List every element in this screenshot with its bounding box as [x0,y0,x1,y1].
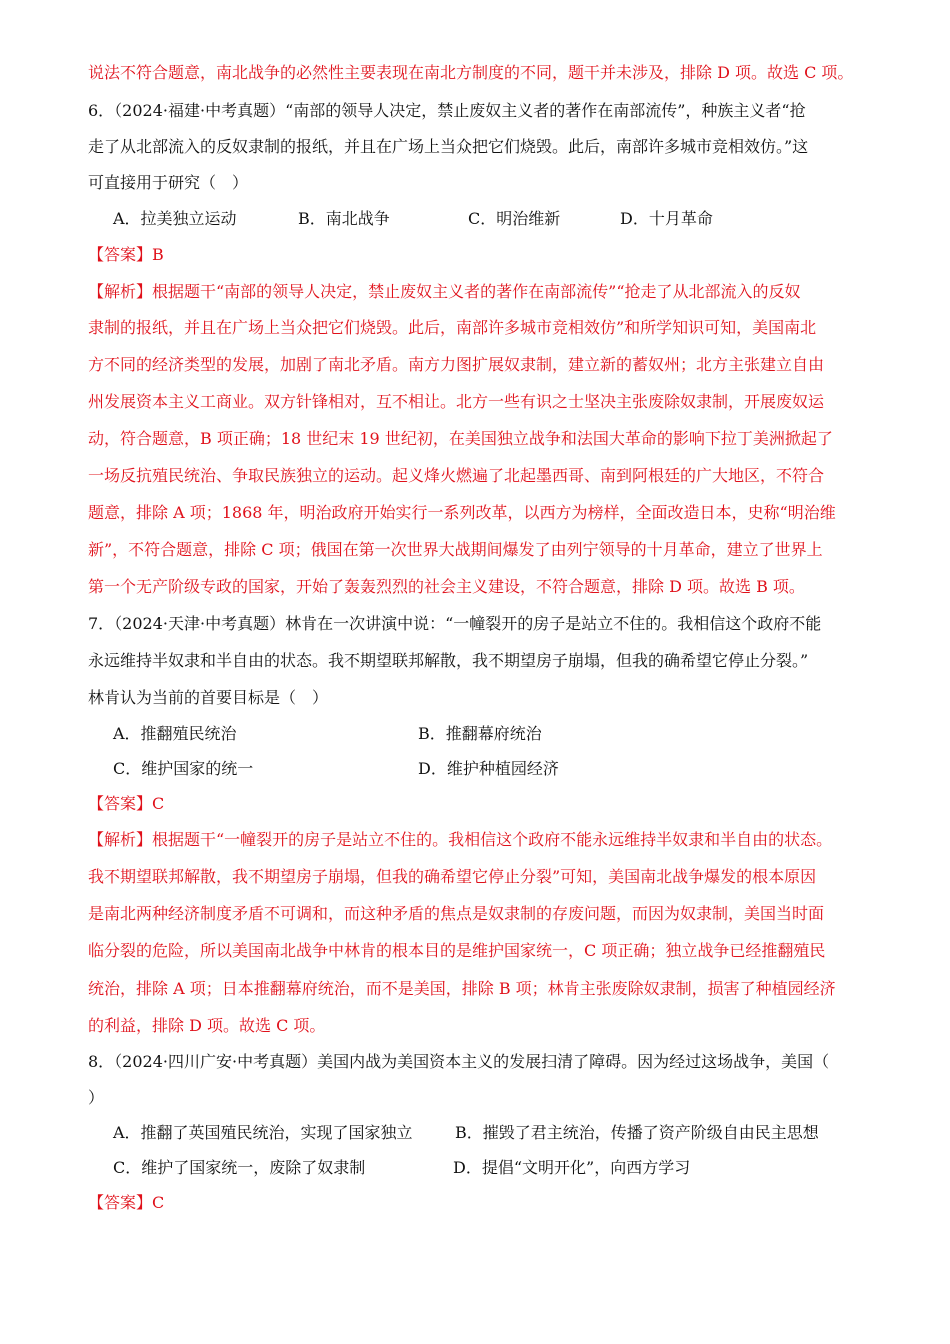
q8-option-c: C．维护了国家统一，废除了奴隶制 [113,1158,366,1177]
q7-analysis-line-5: 统治，排除 A 项；日本推翻幕府统治，而不是美国，排除 B 项；林肯主张废除奴隶制，损害了种植园经济 [88,979,836,998]
q7-analysis-line-1: 【解析】根据题干“一幢裂开的房子是站立不住的。我相信这个政府不能永远维持半奴隶和半自由的状态。 [88,830,833,849]
q7-analysis-line-4: 临分裂的危险，所以美国南北战争中林肯的根本目的是维护国家统一，C 项正确；独立战争已经推翻殖民 [88,941,826,960]
q7-analysis-line-3: 是南北两种经济制度矛盾不可调和，而这种矛盾的焦点是奴隶制的存废问题，而因为奴隶制，美国当时面 [88,904,825,923]
q7-analysis-line-2: 我不期望联邦解散，我不期望房子崩塌，但我的确希望它停止分裂”可知，美国南北战争爆发的根本原因 [88,867,817,886]
q7-stem-line-1: 7．（2024·天津·中考真题）林肯在一次讲演中说：“一幢裂开的房子是站立不住的。我相信这个政府不能 [88,614,822,633]
q6-option-b: B．南北战争 [298,209,390,228]
q7-option-a: A．推翻殖民统治 [113,724,237,743]
q8-answer: 【答案】C [88,1193,165,1212]
q7-stem-line-2: 永远维持半奴隶和半自由的状态。我不期望联邦解散，我不期望房子崩塌，但我的确希望它停止分裂。” [88,651,809,670]
q6-analysis-line-8: 新”，不符合题意，排除 C 项；俄国在第一次世界大战期间爆发了由列宁领导的十月革命，建立了世界上 [88,540,823,559]
q7-option-b: B．推翻幕府统治 [418,724,542,743]
q7-answer: 【答案】C [88,794,165,813]
q6-analysis-line-1: 【解析】根据题干“南部的领导人决定，禁止废奴主义者的著作在南部流传”“抢走了从北部流入的反奴 [88,282,801,301]
q7-stem-line-3: 林肯认为当前的首要目标是（ ） [88,688,329,707]
q6-analysis-line-5: 动，符合题意，B 项正确；18 世纪末 19 世纪初，在美国独立战争和法国大革命的影响下拉丁美洲掀起了 [88,429,833,448]
q6-analysis-line-7: 题意，排除 A 项；1868 年，明治政府开始实行一系列改革，以西方为榜样，全面改造日本，史称“明治维 [88,503,836,522]
q7-analysis-line-6: 的利益，排除 D 项。故选 C 项。 [88,1016,326,1035]
q5-analysis-tail: 说法不符合题意，南北战争的必然性主要表现在南北方制度的不同，题干并未涉及，排除 D 项。故选 C 项。 [88,63,854,82]
q8-option-a: A．推翻了英国殖民统治，实现了国家独立 [113,1123,413,1142]
q7-option-c: C．维护国家的统一 [113,759,254,778]
q6-stem-line-2: 走了从北部流入的反奴隶制的报纸，并且在广场上当众把它们烧毁。此后，南部许多城市竞相效仿。”这 [88,137,809,156]
q6-analysis-line-3: 方不同的经济类型的发展，加剧了南北矛盾。南方力图扩展奴隶制，建立新的蓄奴州；北方主张建立自由 [88,355,825,374]
q6-analysis-line-2: 隶制的报纸，并且在广场上当众把它们烧毁。此后，南部许多城市竞相效仿”和所学知识可知，美国南北 [88,318,817,337]
q6-analysis-line-4: 州发展资本主义工商业。双方针锋相对，互不相让。北方一些有识之士坚决主张废除奴隶制，开展废奴运 [88,392,825,411]
q8-stem-line-1: 8．（2024·四川广安·中考真题）美国内战为美国资本主义的发展扫清了障碍。因为经过这场战争，美国（ [88,1052,830,1071]
q6-option-a: A．拉美独立运动 [113,209,237,228]
q6-answer: 【答案】B [88,245,164,264]
q8-option-d: D．提倡“文明开化”，向西方学习 [453,1158,691,1177]
q8-option-b: B．摧毁了君主统治，传播了资产阶级自由民主思想 [455,1123,819,1142]
q6-analysis-line-6: 一场反抗殖民统治、争取民族独立的运动。起义烽火燃遍了北起墨西哥、南到阿根廷的广大地区，不符合 [88,466,825,485]
q8-stem-line-2: ） [88,1088,105,1107]
q6-option-d: D．十月革命 [620,209,713,228]
q6-stem-line-1: 6．（2024·福建·中考真题）“南部的领导人决定，禁止废奴主义者的著作在南部流传”，种族主义者“抢 [88,101,806,120]
q6-stem-line-3: 可直接用于研究（ ） [88,173,249,192]
q6-option-c: C．明治维新 [468,209,561,228]
q6-analysis-line-9: 第一个无产阶级专政的国家，开始了轰轰烈烈的社会主义建设，不符合题意，排除 D 项。故选 B 项。 [88,577,805,596]
q7-option-d: D．维护种植园经济 [418,759,559,778]
